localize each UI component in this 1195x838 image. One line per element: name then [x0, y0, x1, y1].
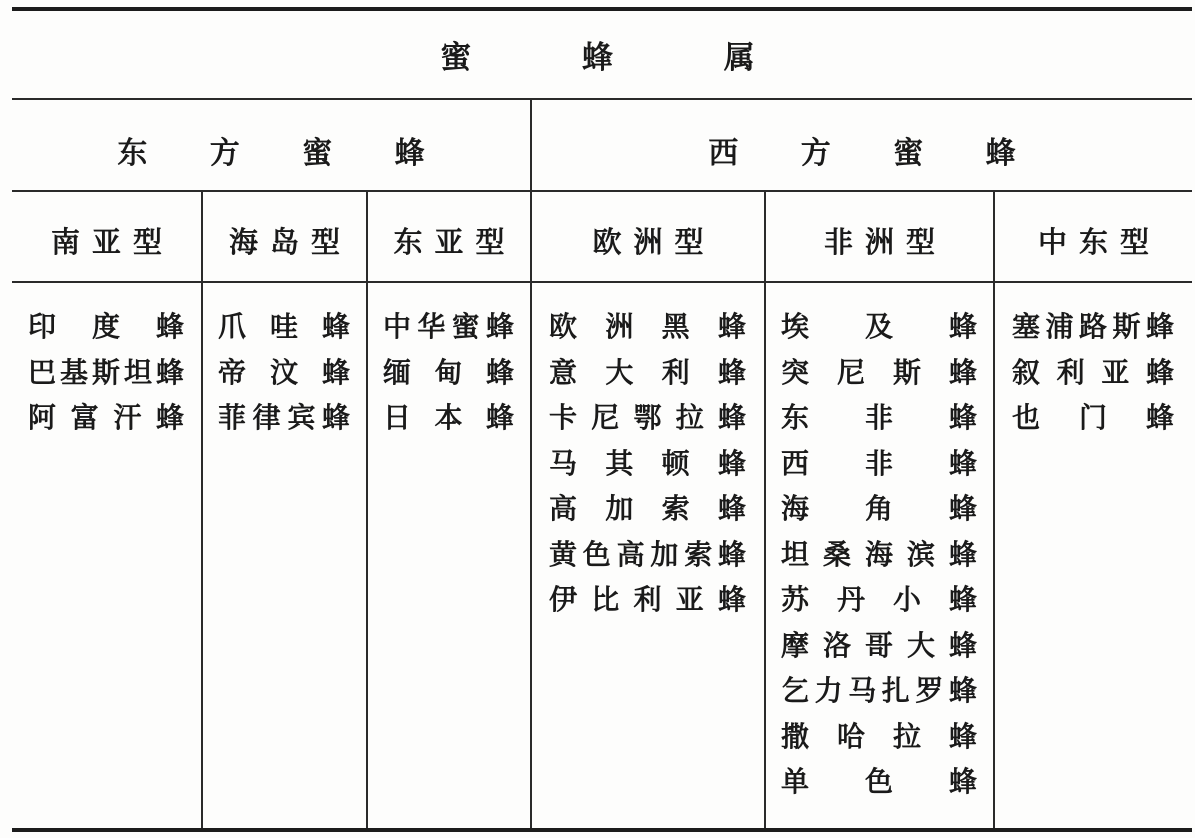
species-column: [781, 304, 977, 805]
species-name: 叙 利 亚 蜂: [1012, 355, 1174, 389]
species-name: 海 角 蜂: [781, 492, 977, 525]
species-name: 乞 力 马 扎 罗 蜂: [781, 674, 977, 707]
type-header: 南亚型: [50, 225, 174, 259]
type-header: 欧洲型: [592, 225, 716, 259]
group-column-divider: [530, 99, 532, 828]
species-name: 菲 律 宾 蜂: [218, 401, 350, 434]
species-name: 也 门 蜂: [1012, 401, 1174, 434]
species-name: 帝 汶 蜂: [218, 355, 350, 389]
species-column: [28, 304, 184, 441]
species-name: 高 加 索 蜂: [549, 492, 746, 525]
species-name: 马 其 顿 蜂: [549, 446, 746, 480]
species-name: 缅 甸 蜂: [383, 355, 514, 389]
species-name: 中 华 蜜 蜂: [383, 310, 514, 343]
species-name: 伊 比 利 亚 蜂: [549, 583, 746, 616]
table-title: 蜜 蜂 属: [440, 40, 805, 76]
group-header-eastern: 东 方 蜜 蜂: [117, 136, 451, 171]
species-name: 埃 及 蜂: [781, 310, 977, 343]
type-header: 海岛型: [228, 225, 352, 259]
species-name: 欧 洲 黑 蜂: [549, 310, 746, 343]
type-header: 非洲型: [823, 225, 947, 259]
species-name: 黄 色 高 加 索 蜂: [549, 537, 746, 571]
species-name: 单 色 蜂: [781, 765, 977, 798]
table-bottom-rule: [12, 828, 1192, 832]
species-column: [383, 304, 514, 441]
species-name: 西 非 蜂: [781, 446, 977, 480]
species-name: 撒 哈 拉 蜂: [781, 719, 977, 753]
species-name: 摩 洛 哥 大 蜂: [781, 628, 977, 662]
species-name: 意 大 利 蜂: [549, 355, 746, 389]
species-name: 阿 富 汗 蜂: [28, 401, 184, 434]
species-name: 巴 基 斯 坦 蜂: [28, 355, 184, 389]
species-column: [218, 304, 350, 441]
species-name: 塞 浦 路 斯 蜂: [1012, 310, 1174, 343]
species-name: 东 非 蜂: [781, 401, 977, 434]
type-header: 中东型: [1037, 225, 1161, 259]
column-divider-1: [201, 191, 203, 828]
title-divider: [12, 98, 1192, 100]
group-divider: [12, 190, 1192, 192]
species-name: 突 尼 斯 蜂: [781, 355, 977, 389]
column-divider-5: [993, 191, 995, 828]
species-name: 坦 桑 海 滨 蜂: [781, 537, 977, 571]
table-top-rule: [12, 7, 1192, 11]
species-name: 苏 丹 小 蜂: [781, 583, 977, 616]
column-divider-4: [764, 191, 766, 828]
column-divider-2: [366, 191, 368, 828]
type-header: 东亚型: [393, 225, 517, 259]
species-name: 日 本 蜂: [383, 401, 514, 434]
species-name: 卡 尼 鄂 拉 蜂: [549, 401, 746, 434]
group-header-western: 西 方 蜜 蜂: [708, 136, 1042, 171]
species-column: [1012, 304, 1174, 441]
species-column: [549, 304, 746, 623]
species-name: 印 度 蜂: [28, 310, 184, 343]
species-name: 爪 哇 蜂: [218, 310, 350, 343]
type-divider: [12, 281, 1192, 283]
